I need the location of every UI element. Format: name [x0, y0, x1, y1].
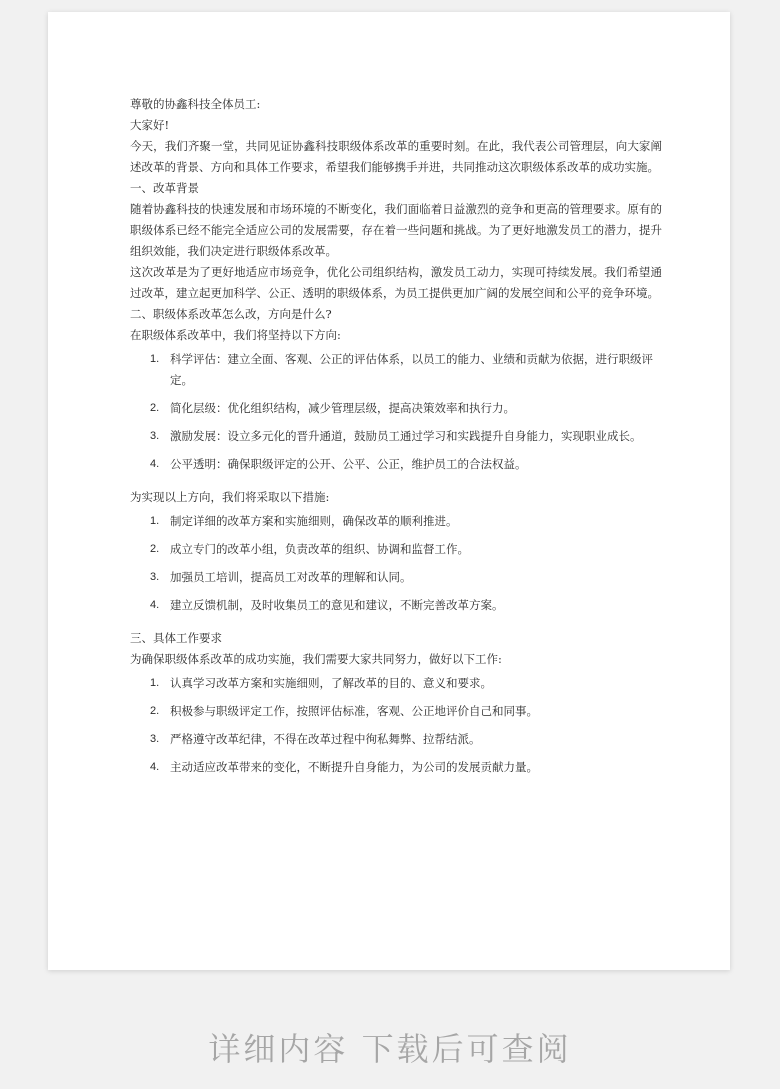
- list-item-text: 制定详细的改革方案和实施细则，确保改革的顺利推进。: [170, 514, 458, 528]
- list-item: [130, 398, 662, 419]
- list-item-text: 公平透明：确保职级评定的公开、公平、公正，维护员工的合法权益。: [170, 457, 527, 471]
- list-number: 3.: [150, 430, 160, 442]
- list-item-text: 认真学习改革方案和实施细则，了解改革的目的、意义和要求。: [170, 676, 492, 690]
- intro-paragraph: 今天，我们齐聚一堂，共同见证协鑫科技职级体系改革的重要时刻。在此，我代表公司管理层，向大家阐述改革的背景、方向和具体工作要求，希望我们能够携手并进，共同推动这次职级体系改革的成功实施。: [130, 139, 662, 174]
- list-item: [130, 511, 662, 532]
- list-number: 1.: [150, 677, 160, 689]
- background-paragraph-1: 随着协鑫科技的快速发展和市场环境的不断变化，我们面临着日益激烈的竞争和更高的管理要求。原有的职级体系已经不能完全适应公司的发展需要，存在着一些问题和挑战。为了更好地激发员工的潜力，提升组织效能，我们决定进行职级体系改革。: [130, 202, 662, 258]
- list-item: [130, 757, 662, 778]
- section-heading-requirements: 三、具体工作要求: [130, 631, 222, 645]
- list-item-text: 严格遵守改革纪律，不得在改革过程中徇私舞弊、拉帮结派。: [170, 732, 481, 746]
- download-hint-text: 详细内容 下载后可查阅: [208, 1030, 572, 1068]
- list-number: 4.: [150, 761, 160, 773]
- list-item-text: 积极参与职级评定工作，按照评估标准，客观、公正地评价自己和同事。: [170, 704, 538, 718]
- background-paragraph-2: 这次改革是为了更好地适应市场竞争，优化公司组织结构，激发员工动力，实现可持续发展。我们希望通过改革，建立起更加科学、公正、透明的职级体系，为员工提供更加广阔的发展空间和公平的竞争环境。: [130, 265, 662, 300]
- salutation: 尊敬的协鑫科技全体员工:: [130, 97, 261, 111]
- list-item: [130, 539, 662, 560]
- list-item-text: 建立反馈机制，及时收集员工的意见和建议，不断完善改革方案。: [170, 598, 504, 612]
- list-number: 1.: [150, 353, 160, 365]
- document-body: [130, 94, 662, 785]
- list-number: 2.: [150, 543, 160, 555]
- list-item-text: 激励发展：设立多元化的晋升通道，鼓励员工通过学习和实践提升自身能力，实现职业成长。: [170, 429, 642, 443]
- list-item: [130, 673, 662, 694]
- requirements-list: [130, 673, 662, 778]
- list-item: [130, 454, 662, 475]
- section-heading-direction: 二、职级体系改革怎么改，方向是什么?: [130, 307, 332, 321]
- list-item-text: 简化层级：优化组织结构，减少管理层级，提高决策效率和执行力。: [170, 401, 515, 415]
- document-page: [48, 12, 730, 970]
- list-item-text: 科学评估：建立全面、客观、公正的评估体系，以员工的能力、业绩和贡献为依据，进行职级评定。: [170, 352, 653, 387]
- list-number: 3.: [150, 571, 160, 583]
- list-item: [130, 349, 662, 391]
- list-item: [130, 595, 662, 616]
- list-item-text: 加强员工培训，提高员工对改革的理解和认同。: [170, 570, 412, 584]
- list-number: 1.: [150, 515, 160, 527]
- list-number: 4.: [150, 458, 160, 470]
- list-number: 4.: [150, 599, 160, 611]
- list-number: 3.: [150, 733, 160, 745]
- measures-lead: 为实现以上方向，我们将采取以下措施:: [130, 490, 330, 504]
- greeting: 大家好!: [130, 118, 170, 132]
- list-item: [130, 426, 662, 447]
- list-item-text: 成立专门的改革小组，负责改革的组织、协调和监督工作。: [170, 542, 469, 556]
- list-item: [130, 729, 662, 750]
- list-item: [130, 567, 662, 588]
- measures-list: [130, 511, 662, 616]
- section-heading-background: 一、改革背景: [130, 181, 199, 195]
- list-item-text: 主动适应改革带来的变化，不断提升自身能力，为公司的发展贡献力量。: [170, 760, 538, 774]
- list-number: 2.: [150, 402, 160, 414]
- requirements-lead: 为确保职级体系改革的成功实施，我们需要大家共同努力，做好以下工作:: [130, 652, 502, 666]
- direction-list: [130, 349, 662, 475]
- list-number: 2.: [150, 705, 160, 717]
- list-item: [130, 701, 662, 722]
- direction-lead: 在职级体系改革中，我们将坚持以下方向:: [130, 328, 341, 342]
